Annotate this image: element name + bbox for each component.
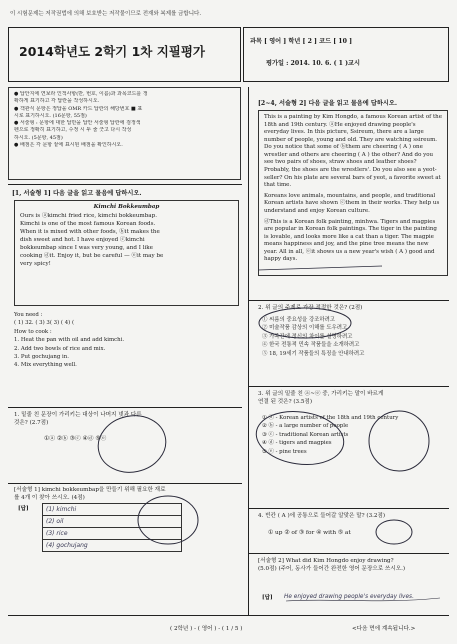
- footer-rule: [8, 615, 449, 616]
- passage-line: When it is mixed with other foods, ⓑit makes the: [20, 228, 160, 235]
- q3-question: [258, 390, 383, 407]
- kimchi-passage-box: [14, 200, 239, 306]
- instruction-line: 펜으로 정확히 표기하고, 수정 시 두 줄 긋고 다시 작성: [14, 127, 132, 134]
- answer-label: [답]: [18, 506, 29, 512]
- exam-title: 2014학년도 2학기 1차 지필평가: [19, 44, 205, 59]
- sq1-question: [14, 486, 165, 503]
- q3-text: 3. 위 글의 밑줄 친 ⓐ~ⓔ 중, 가리키는 말이 바르게: [258, 391, 384, 397]
- option: ② ⓑ - a large number of people: [262, 423, 349, 430]
- recipe-line: How to cook :: [14, 328, 52, 335]
- passage-paragraph: Koreans love animals, mountains, and people, and traditional Korean artists have shown ⓒthem in their works. They help us understand and enjoy Korean culture.: [264, 192, 440, 214]
- copyright-notice: 이 시험문제는 저작권법에 의해 보호받는 저작물이므로 전재와 복제를 금합니다.: [10, 11, 202, 17]
- recipe-line: 2. Add two bowls of rice and mix.: [14, 345, 106, 352]
- option: ⑤ ⓔ - pine trees: [262, 448, 307, 455]
- answer-cell: (3) rice: [43, 528, 182, 540]
- subject-line: 과목 [ 영어 ] 학년 [ 2 ] 코드 [ 10 ]: [250, 38, 352, 45]
- sq2-text: [서술형 2] What did Kim Hongdo enjoy drawing?: [258, 558, 394, 564]
- sq1-text-cont: 를 4개 이 찾아 쓰시오. (4점): [14, 495, 85, 502]
- recipe-line: 1. Heat the pan with oil and add kimchi.: [14, 337, 125, 344]
- answer-cell: (4) gochujang: [43, 540, 182, 552]
- instruction-line: ● 배점은 각 문항 끝에 표시된 배점을 확인하시오.: [14, 141, 123, 148]
- q1-heading: [1, 서술형 1] 다음 글을 읽고 물음에 답하시오.: [12, 190, 142, 197]
- passage-line: Kimchi is one of the most famous Korean foods.: [20, 220, 156, 227]
- recipe-section: [14, 311, 239, 370]
- instruction-line: ● 서술형 : 문항에 대한 답만을 답안 서술형 답란에 검정색: [14, 120, 141, 126]
- passage-line: Ours is ⓐkimchi fried rice, kimchi bokkeumbap.: [20, 212, 157, 219]
- q2-4-heading: [2~4, 서술형 2] 다음 글을 읽고 물음에 답하시오.: [258, 100, 397, 107]
- title-box: [8, 27, 241, 82]
- section-rule: [8, 407, 242, 408]
- instruction-line: 시로 표기하시오. (16문항, 55점): [14, 112, 87, 119]
- passage-paragraph: This is a painting by Kim Hongdo, a famous Korean artist of the 18th and 19th century. ⓐHe enjoyed drawing people's everyday lives. In this picture, Ssireum, there are a large number of people, young and old. They are watching ssireum. Do you notice that some of ⓑthem are cheering ( A ) one wrestler and others are cheering ( A ) the other? And do you see two pairs of shoes, straw shoes and leather shoes? Probably, the shoes are the wrestlers'. Do you also see a yeot-seller? On his plate are several bars of yeot, a favorite sweet at that time.: [264, 114, 442, 189]
- passage-line: dish sweet and hot. I have enjoyed ⓒkimchi: [20, 236, 145, 243]
- passage-paragraph: ⓓThis is a Korean folk painting, minhwa. Tigers and magpies are popular in Korean folk paintings. The tiger in the painting is lovable, and looks more like a cat than a tiger. The magpie means happiness and joy, and the pine tree means the new year. All in all, ⓔit shows us a new year's wish ( A ) good and happy days.: [264, 218, 437, 263]
- option: ① ⓐ - Korean artists of the 18th and 19th century: [262, 415, 399, 421]
- option: ① 씨름의 중요성을 강조하려고: [262, 317, 336, 323]
- recipe-line: ( 1) 32. ( 3) 3( 3) ( 4) (: [14, 320, 75, 327]
- exam-info-box: [243, 27, 449, 82]
- q3-options: [262, 414, 398, 456]
- q1-text-cont: 것은? (2.7점): [14, 420, 49, 427]
- instruction-line: ● 객관식 문항은 정답을 OMR 카드 답란의 해당번호 ■ 표: [14, 105, 143, 112]
- instructions-box: [8, 87, 241, 180]
- column-divider: [248, 87, 249, 615]
- section-rule: [249, 553, 449, 554]
- recipe-line: 3. Put gochujang in.: [14, 353, 69, 360]
- passage-line: very spicy!: [20, 260, 51, 267]
- painting-passage-box: [258, 110, 448, 276]
- q2-text: 2. 위 글의 주제로 가장 적절한 것은? (2점): [258, 305, 363, 311]
- instruction-line: 확하게 표기하고 각 답란을 작성하시오.: [14, 98, 100, 105]
- passage-title: Kimchi Bokkeumbap: [93, 204, 160, 210]
- answer-cell: (1) kimchi: [43, 504, 182, 516]
- section-rule: [249, 386, 449, 387]
- circle-mark: [376, 520, 412, 544]
- section-rule: [8, 483, 242, 484]
- instruction-line: ● 답안지에 연보라 인적사항(반, 번호, 이름)과 과목코드를 정: [14, 91, 148, 97]
- section-rule: [249, 508, 449, 509]
- q1-choices: ①ⓐ ②ⓑ ③ⓒ ④ⓓ ⑤ⓔ: [44, 436, 107, 442]
- recipe-line: 4. Mix everything well.: [14, 362, 77, 369]
- q1-text: 1. 밑줄 친 문장이 가리키는 대상이 나머지 넷과 다른: [14, 412, 142, 418]
- passage-line: cooking ⓓit. Enjoy it, but be careful — ⓔit may be: [20, 252, 164, 259]
- q4-choices: ① up ② of ③ for ④ with ⑤ at: [268, 530, 351, 536]
- sq1-text: [서술형 1] kimchi bokkeumbap을 만들기 위해 필요한 재료: [14, 487, 166, 493]
- answer-label: [답]: [262, 595, 273, 601]
- recipe-line: You need :: [14, 312, 43, 318]
- option: ③ ⓒ - traditional Korean artists: [262, 431, 349, 438]
- handwritten-answer: He enjoyed drawing people's everyday lives.: [284, 594, 414, 600]
- section-rule: [249, 300, 449, 301]
- continue-note: <다음 면에 계속됩니다.>: [352, 626, 416, 632]
- option: ④ ⓓ - tigers and magpies: [262, 440, 332, 447]
- option: ⑤ 18, 19세기 작품들의 특징을 안내하려고: [262, 350, 365, 357]
- option: ② 미술작품 감상의 이해를 도우려고: [262, 325, 348, 332]
- q3-text-cont: 연결 된 것은? (3.5점): [258, 399, 313, 406]
- sq2-text-cont: (5.0점) (주어, 동사가 들어간 완전한 영어 문장으로 쓰시오.): [258, 566, 406, 573]
- instruction-line: 하시오. (5문항, 45점): [14, 134, 63, 141]
- page-indicator: ( 2학년 ) - ( 영어 ) - ( 1 / 5 ): [170, 626, 243, 632]
- sq2-question: [258, 557, 405, 574]
- answer-table: [42, 503, 182, 552]
- passage-line: bokkeumbap since I was very young, and I like: [20, 244, 153, 251]
- option: ③ 가족간에 정신의 차이를 설명하려고: [262, 333, 353, 340]
- option: ④ 한국 전통적 민속 작품들을 소개하려고: [262, 342, 360, 349]
- q2-options: [262, 316, 364, 358]
- q4-text: 4. 빈칸 ( A )에 공통으로 들어갈 알맞은 말? (3.2점): [258, 513, 386, 519]
- q1-question: [14, 411, 142, 428]
- answer-cell: (2) oil: [43, 516, 182, 528]
- section-rule: [8, 184, 242, 185]
- date-line: 평가일 : 2014. 10. 6. ( 1 )교시: [266, 60, 361, 67]
